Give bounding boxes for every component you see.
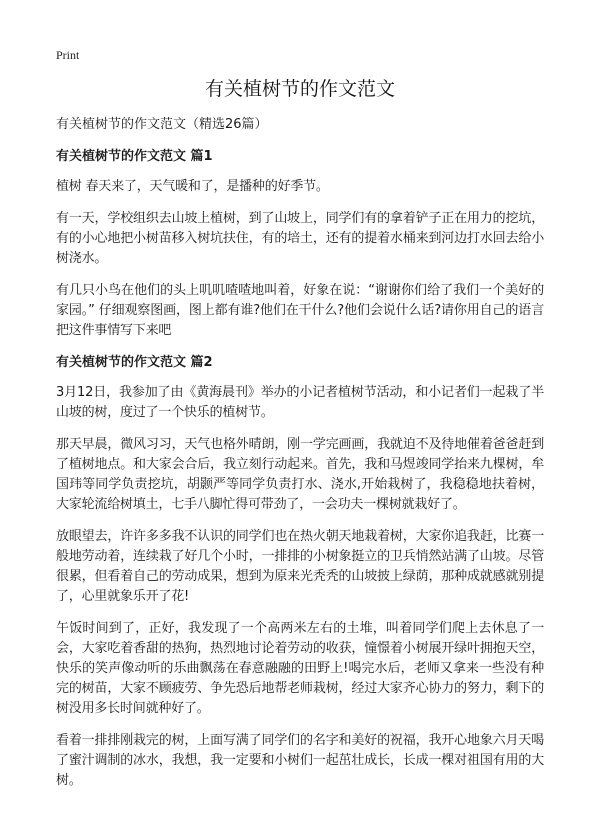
paragraph: 午饭时间到了，正好，我发现了一个高两米左右的土堆，叫着同学们爬上去休息了一会，大家吃着香甜的热狗，热烈地讨论着劳动的收获，憧憬着小树展开绿叶拥抱天空，快乐的笑声像动听的乐曲飘荡在春意融融的田野上!喝完水后，老师又拿来一些没有种完的树苗，大家不顾疲劳、争先恐后地帮老师栽树，经过大家齐心协力的努力，剩下的树没用多长时间就种好了。 — [56, 621, 544, 716]
section-heading-1: 有关植树节的作文范文 篇1 — [56, 149, 213, 164]
paragraph: 3月12日，我参加了由《黄海晨刊》举办的小记者植树节活动，和小记者们一起栽了半山坡的树，度过了一个快乐的植树节。 — [56, 385, 544, 420]
print-link[interactable]: Print — [56, 48, 80, 62]
paragraph: 有几只小鸟在他们的头上叽叽喳喳地叫着，好象在说：“谢谢你们给了我们一个美好的家园。” 仔细观察图画，图上都有谁?他们在干什么?他们会说什么话?请你用自己的语言把这件事情写下来吧 — [56, 283, 544, 338]
section-heading-2: 有关植树节的作文范文 篇2 — [56, 355, 213, 370]
paragraph: 放眼望去，许许多多我不认识的同学们也在热火朝天地栽着树，大家你追我赶，比赛一般地劳动着，连续栽了好几个小时，一排排的小树象挺立的卫兵悄然站满了山坡。尽管很累，但看着自己的劳动成果，想到为原来光秃秃的山坡披上绿荫，那种成就感就别提了，心里就象乐开了花! — [56, 529, 544, 604]
paragraph: 看着一排排刚栽完的树，上面写满了同学们的名字和美好的祝福，我开心地象六月天喝了蜜汁调制的冰水，我想，我一定要和小树们一起茁壮成长，长成一棵对祖国有用的大树。 — [56, 733, 544, 788]
document-subtitle: 有关植树节的作文范文（精选26篇） — [56, 117, 268, 132]
paragraph: 那天早晨，微风习习，天气也格外晴朗，刚一学完画画，我就迫不及待地催着爸爸赶到了植树地点。和大家会合后，我立刻行动起来。首先，我和马煜竣同学抬来九棵树，牟国玮等同学负责挖坑，胡颢严等同学负责打水、浇水,开始栽树了，我稳稳地扶着树，大家轮流给树填土，七手八脚忙得可带劲了，一会功夫一棵树就栽好了。 — [56, 437, 544, 512]
document-title: 有关植树节的作文范文 — [204, 78, 395, 100]
paragraph: 有一天，学校组织去山坡上植树，到了山坡上，同学们有的拿着铲子正在用力的挖坑，有的小心地把小树苗移入树坑扶住，有的培土，还有的提着水桶来到河边打水回去给小树浇水。 — [56, 211, 544, 266]
paragraph: 植树 春天来了，天气暖和了，是播种的好季节。 — [56, 179, 329, 194]
